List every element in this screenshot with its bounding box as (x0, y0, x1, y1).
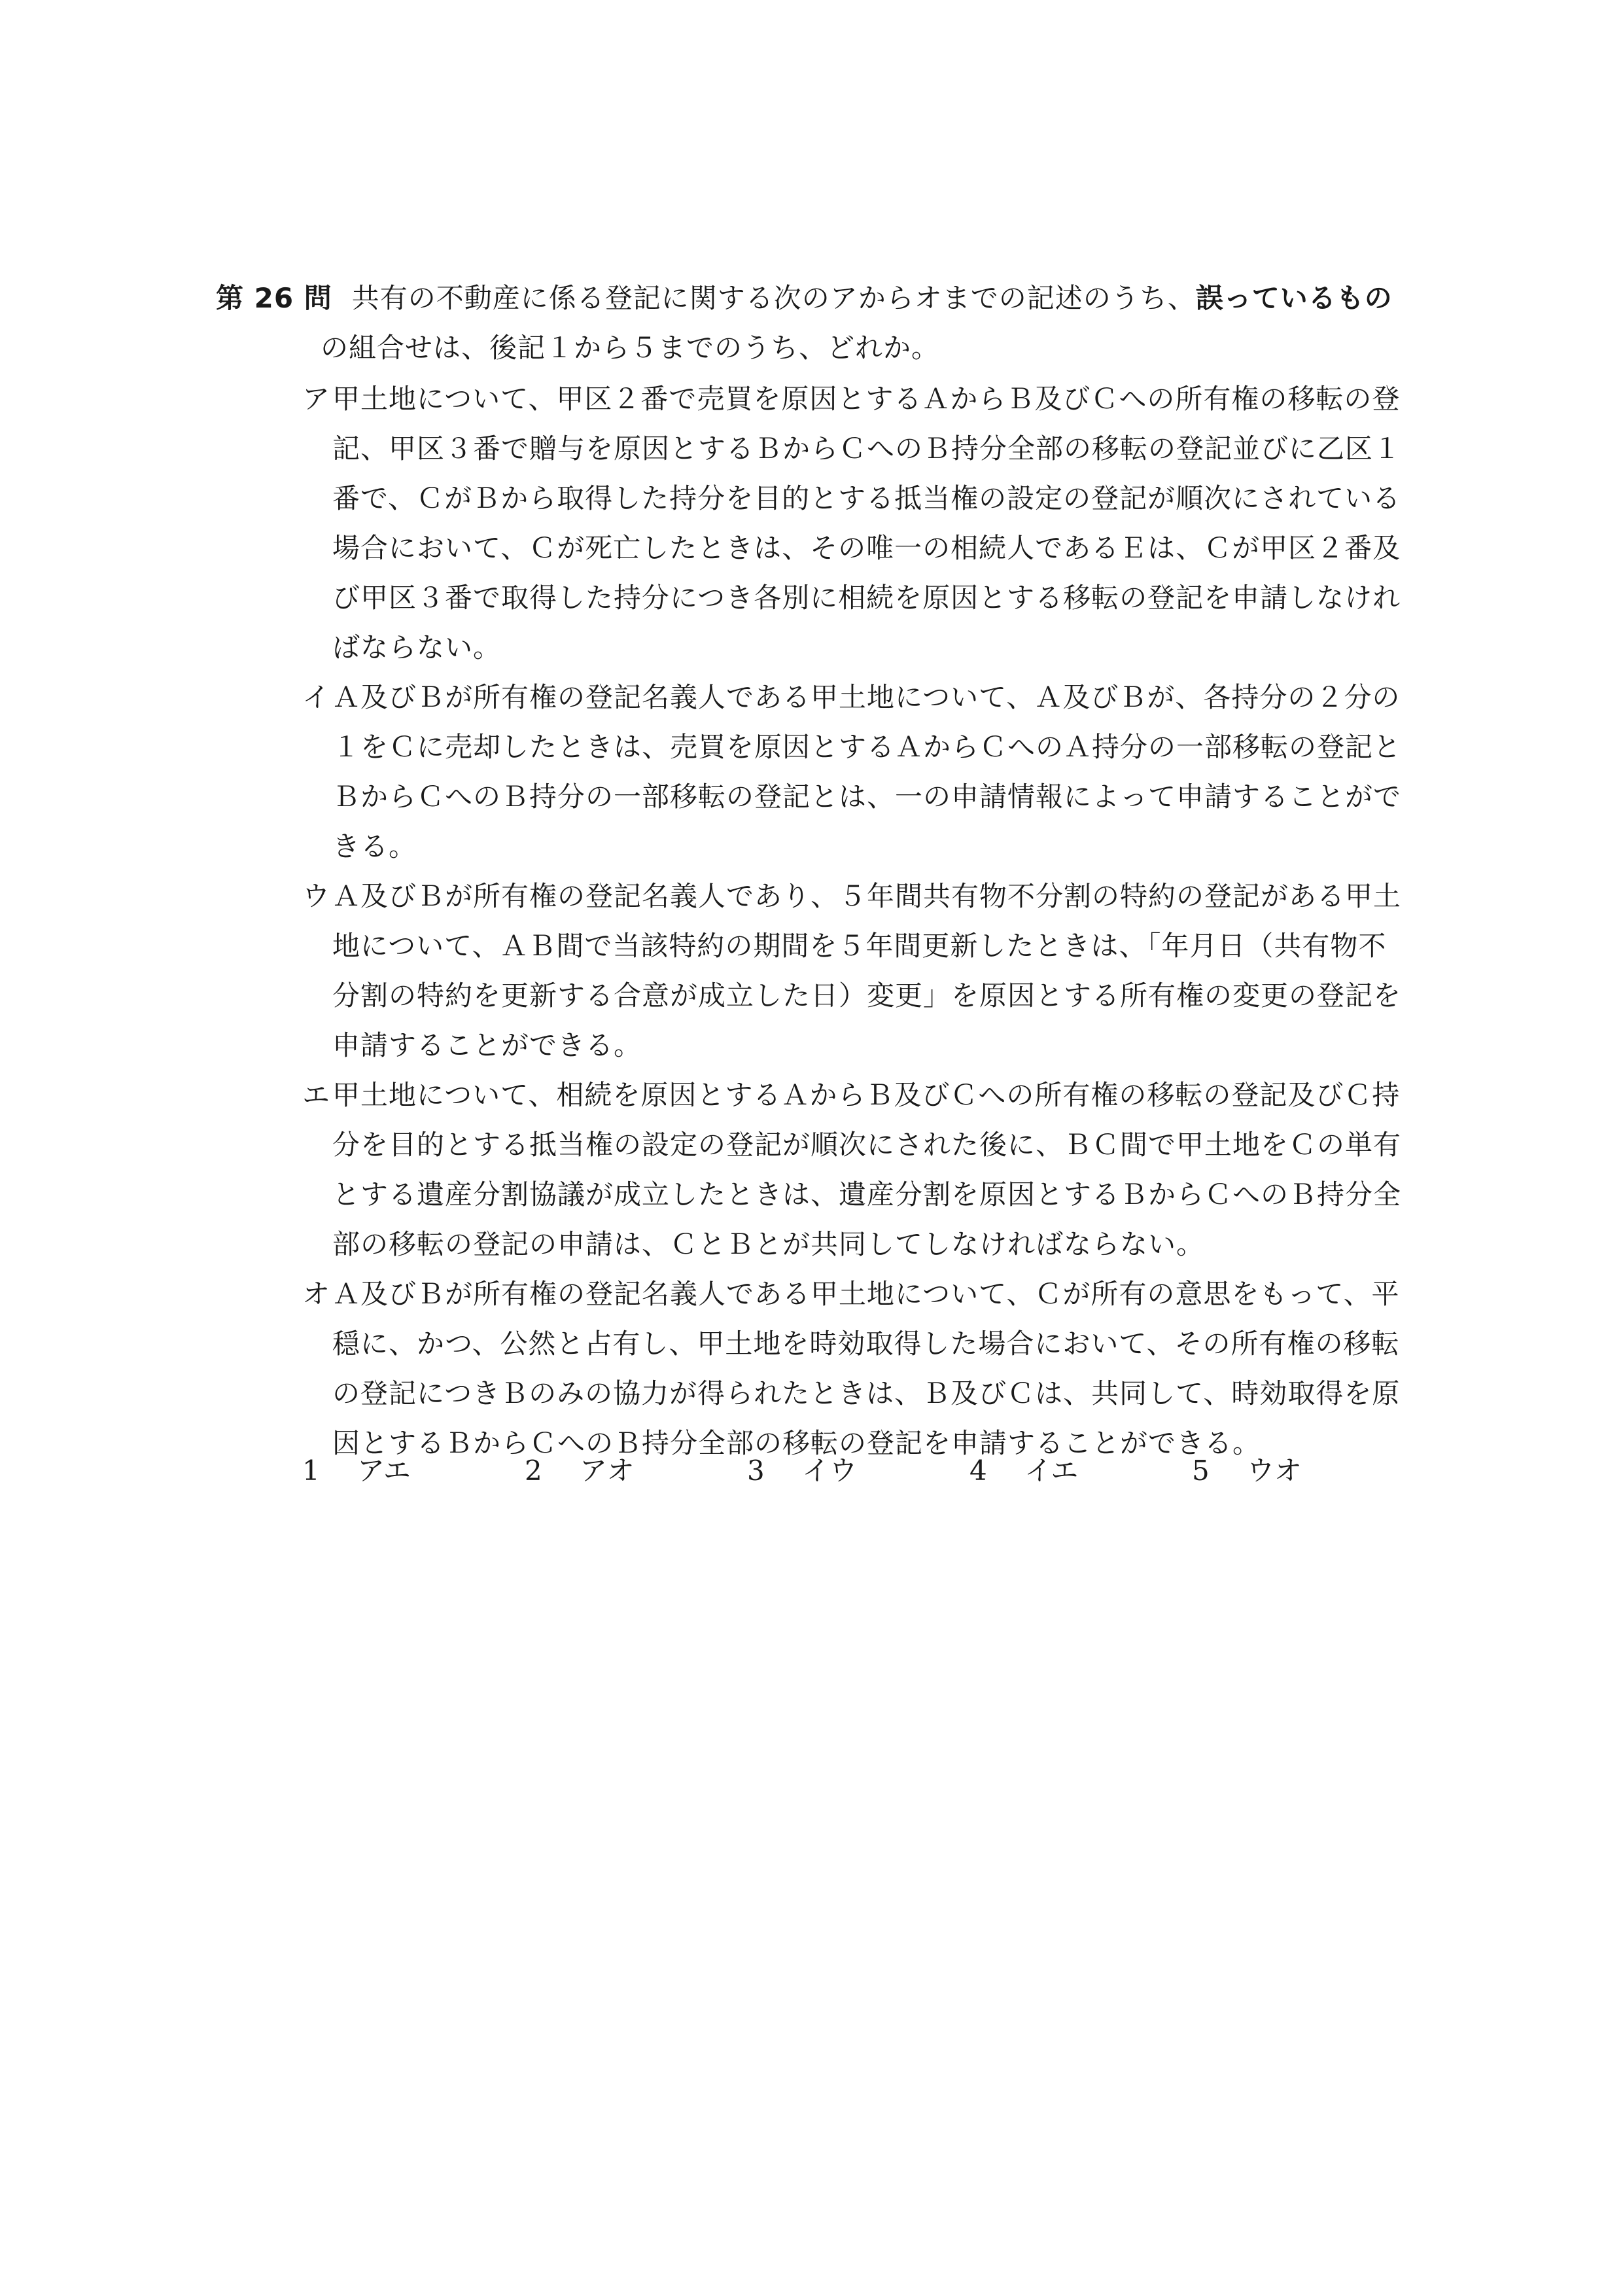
statement-label: イ (302, 681, 331, 713)
choice-number: 4 (969, 1455, 987, 1487)
statement-item-o (302, 1269, 1414, 1468)
question-stem-before: 共有の不動産に係る登記に関する次のアからオまでの記述のうち、 (351, 282, 1196, 314)
statement-text: 甲土地について、甲区２番で売買を原因とするＡからＢ及びＣへの所有権の移転の登記、甲区３番で贈与を原因とするＢからＣへのＢ持分全部の移転の登記並びに乙区１番で、ＣがＢから取得した持分を目的とする抵当権の設定の登記が順次にされている場合において、Ｃが死亡したときは、その唯一の相続人であるＥは、Ｃが甲区２番及び甲区３番で取得した持分につき各別に相続を原因とする移転の登記を申請しなければならない。 (332, 383, 1402, 663)
statement-list (302, 374, 1414, 1468)
answer-choice-3 (747, 1446, 969, 1496)
answer-choice-5 (1192, 1446, 1414, 1496)
question-stem-emphasis: 誤っているもの (1195, 282, 1393, 314)
choice-number: 2 (525, 1455, 542, 1487)
choice-text: イウ (802, 1455, 858, 1487)
statement-text: Ａ及びＢが所有権の登記名義人である甲土地について、Ｃが所有の意思をもって、平穏に、かつ、公然と占有し、甲土地を時効取得した場合において、その所有権の移転の登記につきＢのみの協力が得られたときは、Ｂ及びＣは、共同して、時効取得を原因とするＢからＣへのＢ持分全部の移転の登記を申請することができる。 (332, 1278, 1401, 1459)
statement-text: 甲土地について、相続を原因とするＡからＢ及びＣへの所有権の移転の登記及びＣ持分を目的とする抵当権の設定の登記が順次にされた後に、ＢＣ間で甲土地をＣの単有とする遺産分割協議が成立したときは、遺産分割を原因とするＢからＣへのＢ持分全部の移転の登記の申請は、ＣとＢとが共同してしなければならない。 (332, 1079, 1402, 1260)
choice-text: アエ (357, 1455, 411, 1487)
answer-choices (302, 1446, 1414, 1496)
statement-item-a (302, 374, 1414, 673)
answer-choice-1 (302, 1446, 525, 1496)
statement-item-i (302, 673, 1414, 872)
choice-number: 1 (302, 1455, 320, 1487)
question-stem (216, 274, 1426, 373)
question-stem-after: の組合せは、後記１から５までのうち、どれか。 (321, 332, 940, 364)
statement-label: ウ (302, 880, 331, 912)
statement-item-e (302, 1070, 1414, 1269)
question-number: 第 26 問 (216, 282, 332, 314)
choice-number: 5 (1192, 1455, 1210, 1487)
statement-text: Ａ及びＢが所有権の登記名義人であり、５年間共有物不分割の特約の登記がある甲土地について、ＡＢ間で当該特約の期間を５年間更新したときは、「年月日（共有物不分割の特約を更新する合意が成立した日）変更」を原因とする所有権の変更の登記を申請することができる。 (332, 880, 1402, 1061)
choice-text: アオ (580, 1455, 635, 1487)
statement-text: Ａ及びＢが所有権の登記名義人である甲土地について、Ａ及びＢが、各持分の２分の１をＣに売却したときは、売買を原因とするＡからＣへのＡ持分の一部移転の登記とＢからＣへのＢ持分の一部移転の登記とは、一の申請情報によって申請することができる。 (332, 681, 1402, 862)
answer-choice-4 (969, 1446, 1192, 1496)
statement-label: ア (302, 383, 331, 415)
choice-text: ウオ (1247, 1455, 1302, 1487)
choice-number: 3 (747, 1455, 765, 1487)
answer-choice-2 (525, 1446, 747, 1496)
statement-label: エ (302, 1079, 331, 1111)
statement-item-u (302, 872, 1414, 1070)
choice-text: イエ (1024, 1455, 1079, 1487)
statement-label: オ (302, 1278, 331, 1310)
